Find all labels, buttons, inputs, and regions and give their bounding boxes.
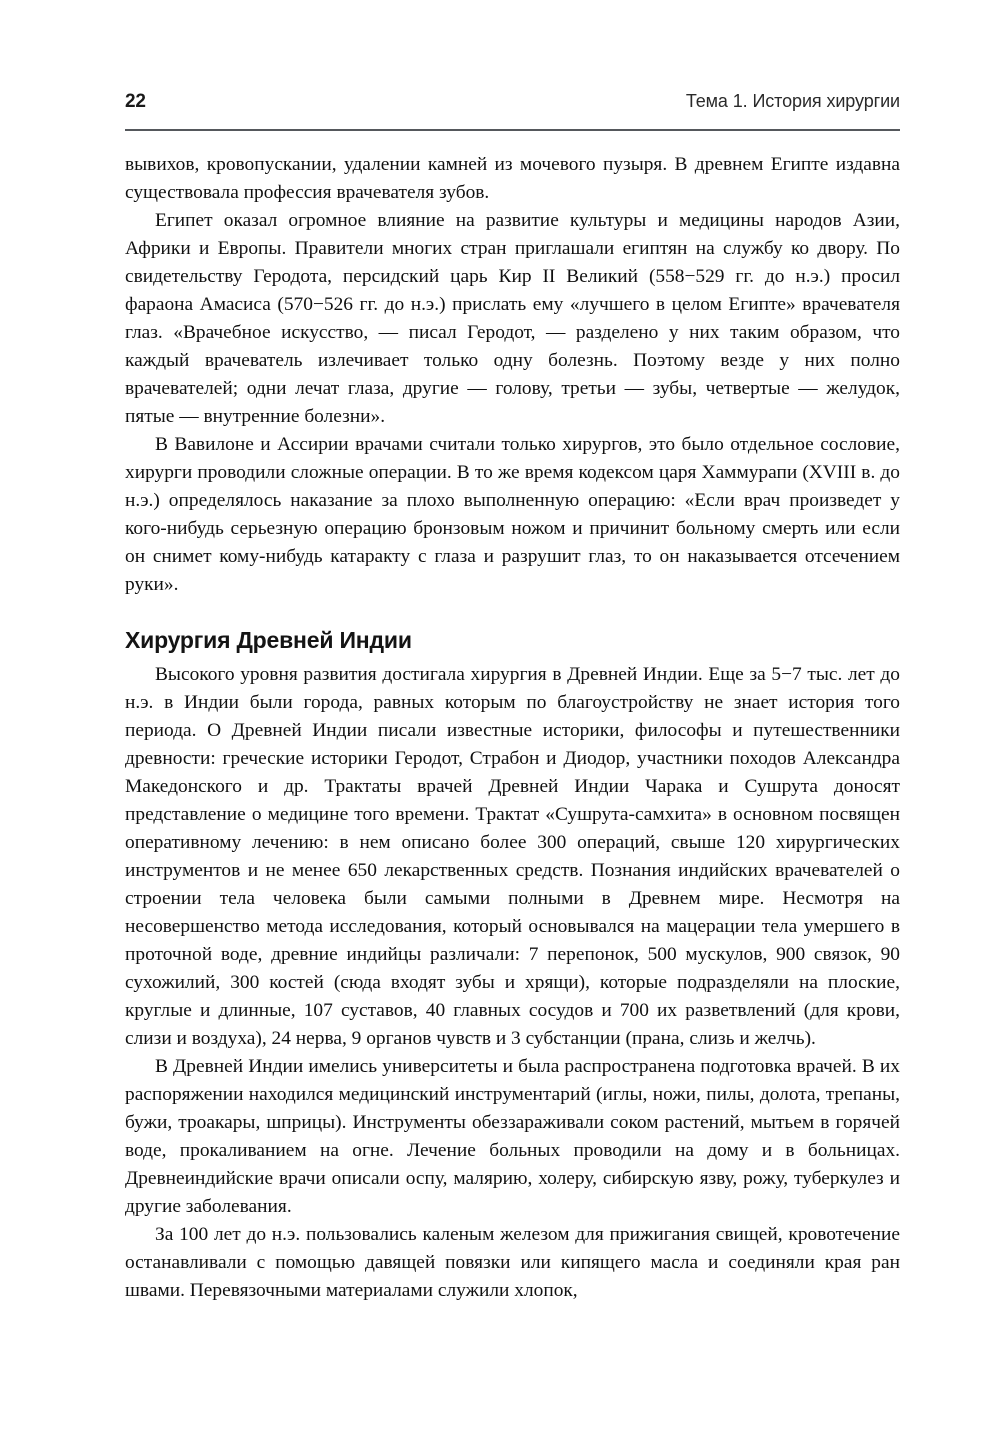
running-head-title: Тема 1. История хирургии — [685, 91, 900, 111]
header-divider-rule — [125, 129, 900, 131]
paragraph-egypt-influence: Египет оказал огромное влияние на развитие культуры и медицины народов Азии, Африки и Европы. Правители многих стран приглашали египтян на службу ко двору. По свидетельству Геродота, персидский царь Кир II Великий (558−529 гг. до н.э.) просил фараона Амасиса (570−526 гг. до н.э.) прислать ему «лучшего в целом Египте» врачевателя глаз. «Врачебное искусство, — писал Геродот, — разделено у них таким образом, что каждый врачеватель излечивает только одну болезнь. Поэтому везде у них полно врачевателей; одни лечат глаза, другие — голову, третьи — зубы, четвертые — желудок, пятые — внутренние болезни». — [125, 210, 900, 427]
paragraph-india-level: Высокого уровня развития достигала хирургия в Древней Индии. Еще за 5−7 тыс. лет до н.э. в Индии были города, равных которым по благоустройству не знает история того периода. О Древней Индии писали известные историки, философы и путешественники древности: греческие историки Геродот, Страбон и Диодор, участники походов Александра Македонского и др. Трактаты врачей Древней Индии Чарака и Сушрута доносят представление о медицине того времени. Трактат «Сушрута-самхита» в основном посвящен оперативному лечению: в нем описано более 300 операций, свыше 120 хирургических инструментов и не менее 650 лекарственных средств. Познания индийских врачевателей о строении тела человека были самыми полными в Древнем мире. Несмотря на несовершенство метода исследования, который основывался на мацерации тела умершего в проточной воде, древние индийцы различали: 7 перепонок, 500 мускулов, 900 связок, 90 сухожилий, 300 костей (сюда входят зубы и хрящи), которые подразделяли на плоские, круглые и длинные, 107 суставов, 40 главных сосудов и 700 их разветвлений (для крови, слизи и воздуха), 24 нерва, 9 органов чувств и 3 субстанции (прана, слизь и желчь). — [125, 664, 900, 1049]
paragraph-india-cautery: За 100 лет до н.э. пользовались каленым железом для прижигания свищей, кровотечение останавливали с помощью давящей повязки или кипящего масла и соединяли края ран швами. Перевязочными материалами служили хлопок, — [125, 1224, 900, 1301]
page-number: 22 — [125, 91, 146, 112]
page-content-column — [125, 0, 900, 1305]
paragraph-india-universities: В Древней Индии имелись университеты и была распространена подготовка врачей. В их распоряжении находился медицинский инструментарий (иглы, ножи, пилы, долота, трепаны, бужи, троакары, шприцы). Инструменты обеззараживали соком растений, мытьем в горячей воде, прокаливанием на огне. Лечение больных проводили на дому и в больницах. Древнеиндийские врачи описали оспу, малярию, холеру, сибирскую язву, рожу, туберкулез и другие заболевания. — [125, 1056, 900, 1217]
paragraph-egypt-dentists: вывихов, кровопускании, удалении камней из мочевого пузыря. В древнем Египте издавна существовала профессия врачевателя зубов. — [125, 154, 900, 203]
running-header — [125, 92, 900, 136]
body-text — [125, 151, 900, 1305]
paragraph-babylon-assyria: В Вавилоне и Ассирии врачами считали только хирургов, это было отдельное сословие, хирурги проводили сложные операции. В то же время кодексом царя Хаммурапи (XVIII в. до н.э.) определялось наказание за плохо выполненную операцию: «Если врач произведет у кого-нибудь серьезную операцию бронзовым ножом и причинит больному смерть или если он снимет кому-нибудь катаракту с глаза и разрушит глаз, то он наказывается отсечением руки». — [125, 434, 900, 595]
section-heading-ancient-india-surgery: Хирургия Древней Индии — [125, 627, 412, 653]
